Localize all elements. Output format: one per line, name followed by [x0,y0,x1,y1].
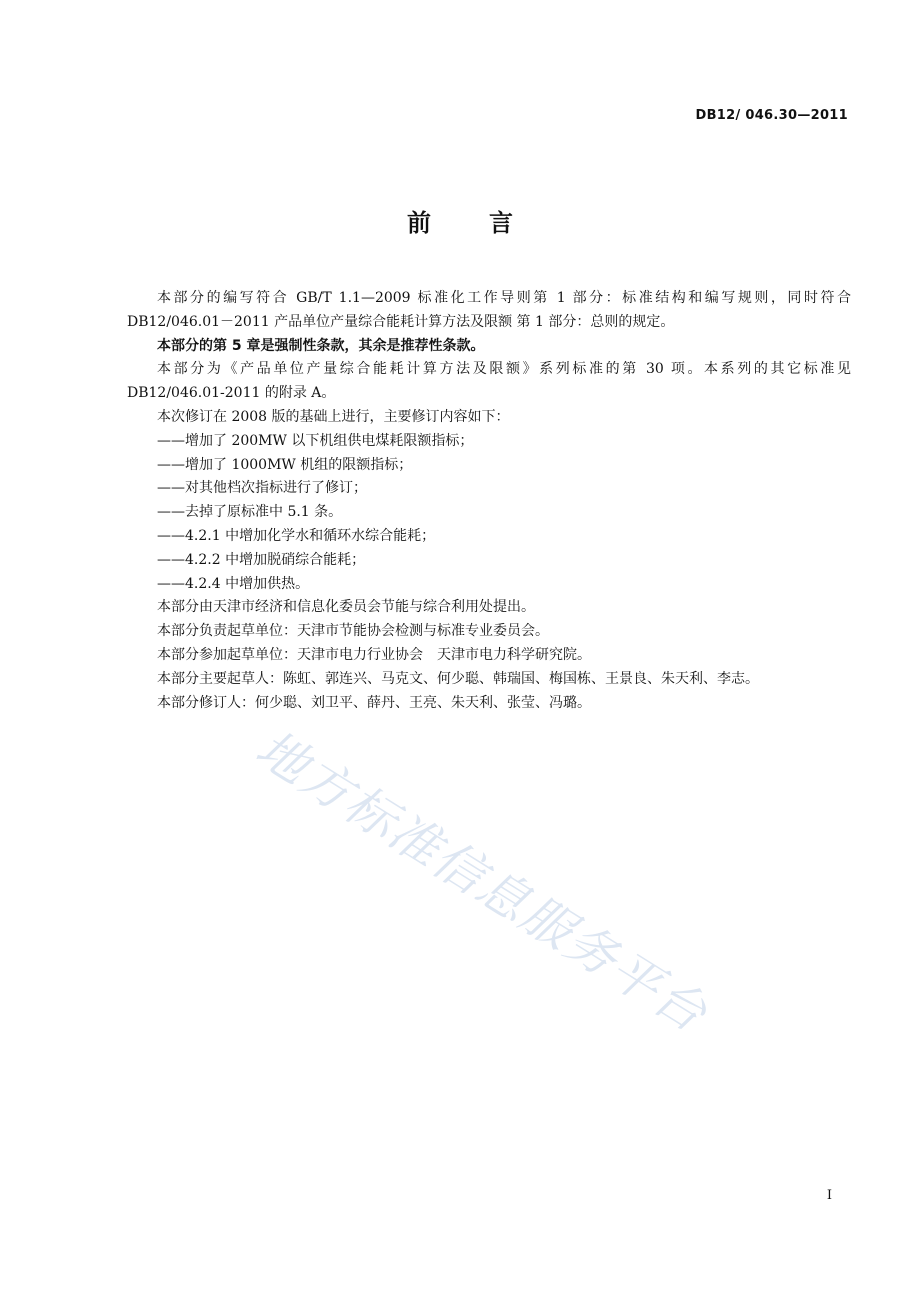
paragraph-revision-intro: 本次修订在 2008 版的基础上进行，主要修订内容如下： [157,408,510,425]
revision-item: ——4.2.4 中增加供热。 [157,575,310,592]
page-title: 前言 [407,209,571,237]
paragraph-revisers: 本部分修订人：何少聪、刘卫平、薛丹、王亮、朱天利、张莹、冯璐。 [157,694,591,711]
revision-item: ——增加了 1000MW 机组的限额指标； [157,456,413,473]
paragraph-drafting-unit: 本部分负责起草单位：天津市节能协会检测与标准专业委员会。 [157,623,549,640]
paragraph-compliance-line1: 本部分的编写符合 GB/T 1.1—2009 标准化工作导则第 1 部分：标准结构和编写规则，同时符合 [157,290,851,306]
paragraph-proposer: 本部分由天津市经济和信息化委员会节能与综合利用处提出。 [157,599,535,616]
revision-item: ——4.2.2 中增加脱硝综合能耗； [157,551,366,568]
paragraph-series-line2: DB12/046.01-2011 的附录 A。 [127,385,336,402]
paragraph-main-drafters: 本部分主要起草人：陈虹、郭连兴、马克文、何少聪、韩瑞国、梅国栋、王景良、朱天利、李志。 [157,670,759,687]
paragraph-mandatory-clauses: 本部分的第 5 章是强制性条款，其余是推荐性条款。 [157,337,485,354]
watermark: 地方标准信息服务平台 [246,719,718,1044]
paragraph-series-line1: 本部分为《产品单位产量综合能耗计算方法及限额》系列标准的第 30 项。本系列的其它标准见 [157,361,851,378]
page-number: I [826,1188,832,1203]
revision-item: ——去掉了原标准中 5.1 条。 [157,504,343,521]
paragraph-participating-units: 本部分参加起草单位：天津市电力行业协会 天津市电力科学研究院。 [157,646,591,663]
paragraph-compliance-line2: DB12/046.01－2011 产品单位产量综合能耗计算方法及限额 第 1 部分：总则的规定。 [127,313,675,330]
revision-item: ——对其他档次指标进行了修订； [157,480,367,497]
foreword-body [127,287,851,715]
document-code: DB12/ 046.30—2011 [695,108,848,123]
revision-item: ——4.2.1 中增加化学水和循环水综合能耗； [157,527,436,544]
revision-item: ——增加了 200MW 以下机组供电煤耗限额指标； [157,432,474,449]
